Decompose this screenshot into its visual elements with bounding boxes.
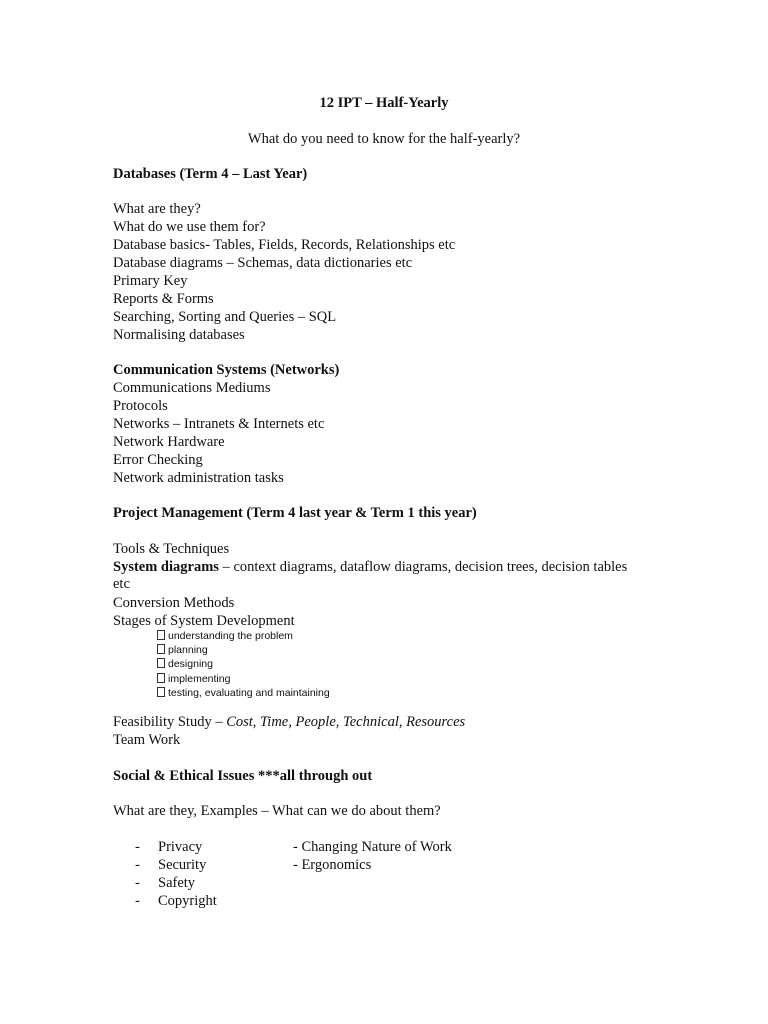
issue-item: Privacy [158, 839, 203, 855]
feasibility-label: Feasibility Study – [113, 714, 227, 730]
databases-item: Reports & Forms [113, 291, 214, 307]
document-subtitle: What do you need to know for the half-yearly? [247, 131, 521, 147]
databases-item: Database diagrams – Schemas, data dictionaries etc [113, 255, 413, 271]
system-diagrams-label: System diagrams [113, 559, 219, 575]
social-heading: Social & Ethical Issues ***all through out [113, 768, 373, 784]
project-heading: Project Management (Term 4 last year & Term 1 this year) [113, 505, 477, 521]
checkbox-bullet-icon [157, 630, 165, 640]
checkbox-bullet-icon [157, 644, 165, 654]
databases-item: Database basics- Tables, Fields, Records, Relationships etc [113, 237, 456, 253]
issue-item: Safety [158, 875, 196, 891]
stage-item: implementing [157, 672, 230, 686]
stage-item: planning [157, 643, 208, 657]
stage-item: designing [157, 657, 213, 671]
issue-item: Copyright [158, 893, 217, 909]
project-conversion: Conversion Methods [113, 595, 235, 611]
communication-item: Networks – Intranets & Internets etc [113, 416, 325, 432]
project-system-diagrams [113, 558, 627, 576]
list-dash: - [135, 839, 140, 855]
project-feasibility [113, 713, 465, 731]
document-title: 12 IPT – Half-Yearly [319, 95, 449, 111]
databases-item: Primary Key [113, 273, 188, 289]
communication-heading: Communication Systems (Networks) [113, 362, 340, 378]
list-dash: - [135, 893, 140, 909]
feasibility-factors: Cost, Time, People, Technical, Resources [226, 714, 466, 730]
issue-item: - Changing Nature of Work [293, 839, 452, 855]
databases-item: Normalising databases [113, 327, 245, 343]
communication-item: Network Hardware [113, 434, 225, 450]
project-stages: Stages of System Development [113, 613, 295, 629]
checkbox-bullet-icon [157, 687, 165, 697]
communication-item: Communications Mediums [113, 380, 271, 396]
communication-item: Network administration tasks [113, 470, 284, 486]
system-diagrams-text: – context diagrams, dataflow diagrams, decision trees, decision tables [218, 559, 628, 575]
communication-item: Error Checking [113, 452, 203, 468]
issue-item: Security [158, 857, 207, 873]
databases-heading: Databases (Term 4 – Last Year) [113, 166, 308, 182]
databases-item: Searching, Sorting and Queries – SQL [113, 309, 337, 325]
issue-item: - Ergonomics [293, 857, 372, 873]
project-team-work: Team Work [113, 732, 181, 748]
databases-item: What are they? [113, 201, 201, 217]
system-diagrams-continuation: etc [113, 576, 130, 592]
list-dash: - [135, 875, 140, 891]
stage-item: understanding the problem [157, 629, 293, 643]
list-dash: - [135, 857, 140, 873]
checkbox-bullet-icon [157, 673, 165, 683]
project-tools: Tools & Techniques [113, 541, 230, 557]
databases-item: What do we use them for? [113, 219, 266, 235]
communication-item: Protocols [113, 398, 168, 414]
stage-item: testing, evaluating and maintaining [157, 686, 330, 700]
social-question: What are they, Examples – What can we do about them? [113, 803, 441, 819]
checkbox-bullet-icon [157, 658, 165, 668]
